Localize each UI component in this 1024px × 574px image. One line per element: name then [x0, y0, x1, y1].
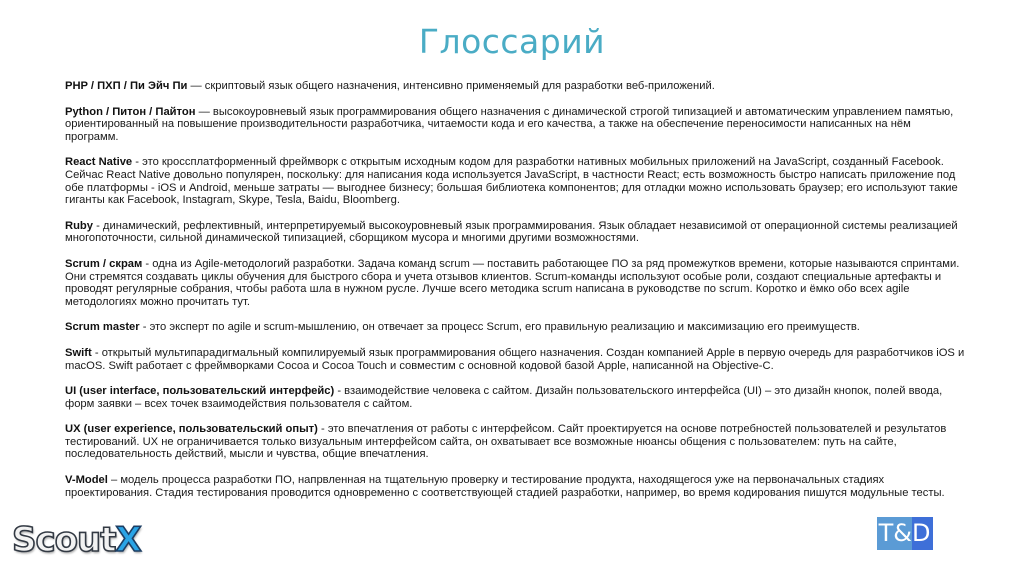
glossary-entry-python — [65, 106, 965, 144]
entry-term: UI (user interface, пользовательский интерфейс) — [65, 385, 335, 398]
entry-separator: - — [139, 321, 150, 334]
entry-definition: одна из Agile-методологий разработки. Задача команд scrum — поставить работающее ПО за ряд промежутков времени, которые называются спринтами. Они стремятся создавать циклы обучения для быстрого сбора и учета отзывов клиентов. Scrum-команды используют особые роли, создают специальные артефакты и проводят регулярные собрания, чтобы работа шла в нужном русле. Лучше всего методика scrum написана в руководстве по scrum. Коротко и ёмко обо всех agile методологиях можно прочитать тут. — [65, 257, 960, 308]
entry-term: Swift — [65, 346, 92, 359]
entry-definition: высокоуровневый язык программирования общего назначения с динамической строгой типизацией и автоматическим управлением памятью, ориентированный на повышение производительности разработчика, читаемости кода и его качества, а также на обеспечение переносимости написанных на нём программ. — [65, 105, 954, 143]
scoutx-logo-main: Scout — [12, 520, 116, 560]
entry-term: Scrum / скрам — [65, 257, 143, 270]
entry-term: PHP / ПХП / Пи Эйч Пи — [65, 80, 188, 92]
entry-separator: – — [107, 474, 121, 487]
entry-definition: это кроссплатформенный фреймворк с открытым исходным кодом для разработки нативных мобильных приложений на JavaScript, созданный Facebook. Сейчас React Native довольно популярен, поскольку: для написания кода используется JavaScript, в частности React; есть возможность быстро написать приложение под обе платформы - iOS и Android, меньше затраты — выгоднее бизнесу; большая библиотека компонентов; для отладки можно использовать браузер; его используют такие гиганты как Facebook, Instagram, Skype, Tesla, Baidu, Bloomberg. — [65, 156, 958, 207]
td-logo — [877, 517, 933, 550]
entry-definition: это эксперт по agile и scrum-мышлению, он отвечает за процесс Scrum, его правильную реализацию и максимизацию его преимуществ. — [149, 321, 860, 334]
td-logo-left: T& — [877, 517, 912, 550]
entry-separator: - — [132, 156, 143, 169]
entry-separator: - — [142, 257, 153, 270]
entry-definition: модель процесса разработки ПО, напрвленная на тщательную проверку и тестирование продукта, находящегося уже на первоначальных стадиях проектирования. Стадия тестирования проводится одновременно с соответствующей стадией разработки, например, во время кодирования пишутся модульные тесты. — [65, 474, 945, 499]
entry-definition: это впечатления от работы с интерфейсом. Сайт проектируется на основе потребностей пользователей и результатов тестирований. UX не ограничивается только визуальным интерфейсом сайта, он охватывает все возможные нюансы общения с пользователем: путь на сайте, последовательность действий, мысли и чувства, общие впечатления. — [65, 423, 947, 461]
scoutx-logo-accent: X — [115, 520, 141, 560]
entry-separator: - — [334, 385, 345, 398]
entry-term: React Native — [65, 156, 133, 169]
entry-separator: - — [91, 346, 102, 359]
entry-term: V-Model — [65, 474, 108, 487]
slide-title: Глоссарий — [418, 22, 606, 61]
entry-term: UX (user experience, пользовательский опыт) — [65, 423, 318, 436]
td-logo-right: D — [912, 517, 933, 550]
glossary-entry-react-native — [65, 156, 965, 206]
glossary-entry-swift — [65, 347, 965, 372]
glossary-list — [65, 80, 965, 512]
entry-term: Ruby — [65, 219, 93, 232]
glossary-entry-ui — [65, 385, 965, 410]
entry-separator: - — [317, 423, 328, 436]
glossary-entry-ux — [65, 423, 965, 461]
scoutx-logo — [12, 522, 141, 558]
entry-term: Python / Питон / Пайтон — [65, 105, 196, 118]
entry-separator: — — [195, 105, 213, 118]
entry-separator: — — [187, 80, 205, 92]
entry-definition: динамический, рефлективный, интерпретируемый высокоуровневый язык программирования. Язык обладает независимой от операционной системы реализацией многопоточности, сильной динамической типизацией, сборщиком мусора и многими другими возможностями. — [65, 219, 958, 245]
glossary-entry-php — [65, 80, 965, 93]
glossary-entry-scrum — [65, 258, 965, 308]
glossary-entry-v-model — [65, 474, 965, 499]
entry-definition: взаимодействие человека с сайтом. Дизайн пользовательского интерфейса (UI) – это дизайн кнопок, полей ввода, форм заявки – всех точек взаимодействия пользователя с сайтом. — [65, 385, 943, 410]
entry-term: Scrum master — [65, 321, 140, 334]
entry-definition: скриптовый язык общего назначения, интенсивно применяемый для разработки веб-приложений. — [204, 80, 715, 92]
entry-definition: открытый мультипарадигмальный компилируемый язык программирования общего назначения. Создан компанией Apple в первую очередь для разработчиков iOS и macOS. Swift работает с фреймворками Cocoa и Cocoa Touch и совместим с основной кодовой базой Apple, написанной на Objective-C. — [65, 346, 965, 372]
glossary-entry-scrum-master — [65, 321, 965, 334]
glossary-entry-ruby — [65, 220, 965, 245]
entry-separator: - — [92, 219, 103, 232]
